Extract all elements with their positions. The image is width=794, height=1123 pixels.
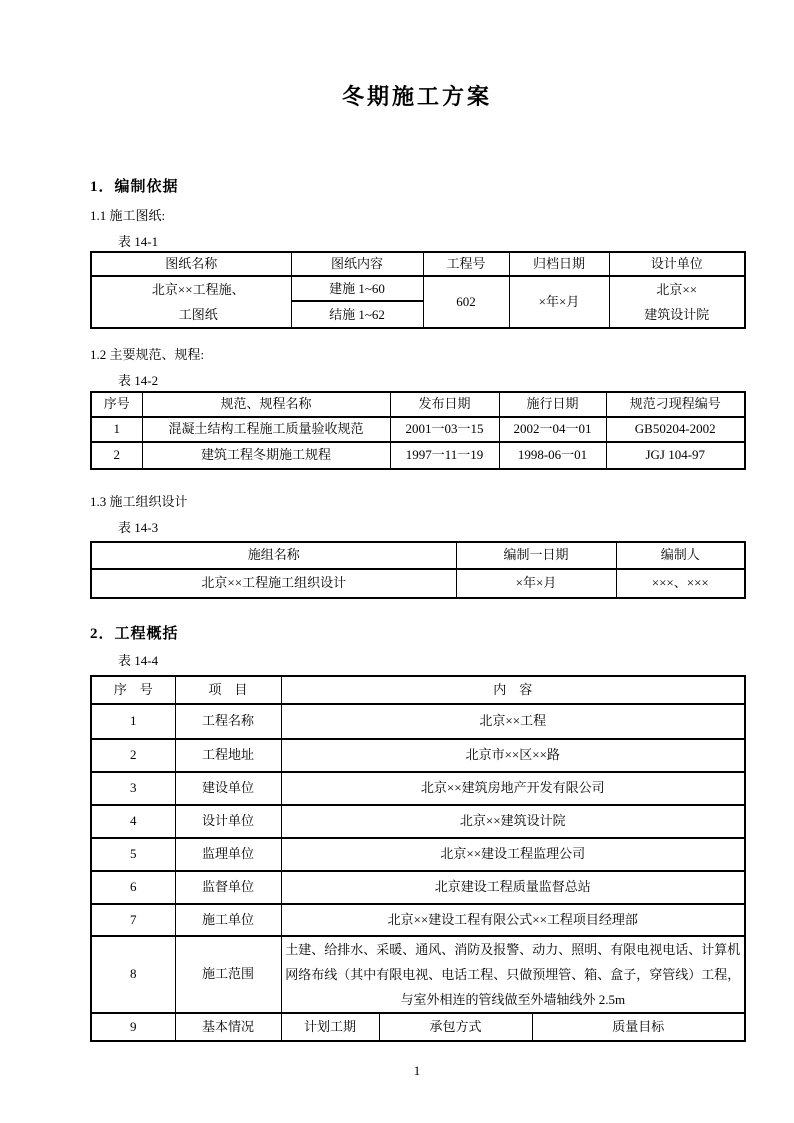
cell-standard-name: 混凝土结构工程施工质量验收规范 [142,417,390,442]
cell-drawing-name: 北京××工程施、 工图纸 [91,276,291,328]
table-row [91,739,745,772]
table-header-row [91,676,745,704]
column-header-published: 发布日期 [390,392,499,417]
page-number: 1 [413,1063,421,1078]
cell-seq: 2 [91,739,175,772]
cell-content: 北京市××区××路 [281,739,745,772]
cell-quality-target: 质量目标 [532,1013,745,1041]
project-overview-table [90,675,746,1042]
cell-content: 北京××建筑房地产开发有限公司 [281,772,745,805]
section-2-heading: 2．工程概括 [90,626,179,642]
cell-standard-name: 建筑工程冬期施工规程 [142,442,390,469]
column-header-drawing-name: 图纸名称 [91,252,291,276]
table-row [91,838,745,871]
column-header-drawing-content: 图纸内容 [291,252,423,276]
column-header-design-unit: 设计单位 [609,252,745,276]
cell-seq: 4 [91,805,175,838]
column-header-seq: 序 号 [91,676,175,704]
cell-content: 北京××工程 [281,704,745,739]
cell-code: GB50204-2002 [606,417,745,442]
drawings-table [90,251,746,329]
column-header-code: 规范刁现程编号 [606,392,745,417]
cell-seq: 7 [91,904,175,936]
table-row [91,805,745,838]
cell-no: 1 [91,417,142,442]
table-14-2-caption: 表 14-2 [118,373,159,388]
column-header-org-name: 施组名称 [91,542,456,569]
table-header-row [91,542,745,569]
cell-code: JGJ 104-97 [606,442,745,469]
column-header-effective: 施行日期 [499,392,606,417]
cell-published: 2001一03一15 [390,417,499,442]
cell-item: 施工范围 [175,936,281,1013]
table-row [91,417,745,442]
column-header-item: 项 目 [175,676,281,704]
cell-planned-duration: 计划工期 [281,1013,379,1041]
cell-item: 建设单位 [175,772,281,805]
cell-content: 北京建设工程质量监督总站 [281,871,745,904]
cell-item: 监理单位 [175,838,281,871]
table-row [91,772,745,805]
cell-project-no: 602 [423,276,509,328]
cell-item: 工程地址 [175,739,281,772]
table-14-1-caption: 表 14-1 [118,234,159,249]
table-14-3-caption: 表 14-3 [118,520,159,535]
column-header-standard-name: 规范、规程名称 [142,392,390,417]
cell-effective: 2002一04一01 [499,417,606,442]
cell-org-name: 北京××工程施工组织设计 [91,569,456,598]
cell-archive-date: ×年×月 [509,276,609,328]
cell-seq: 6 [91,871,175,904]
construction-org-table [90,541,746,599]
standards-table [90,391,746,470]
cell-seq: 3 [91,772,175,805]
cell-design-unit: 北京×× 建筑设计院 [609,276,745,328]
cell-item: 基本情况 [175,1013,281,1041]
cell-item: 监督单位 [175,871,281,904]
cell-drawing-content-1: 建施 1~60 [291,276,423,301]
column-header-project-no: 工程号 [423,252,509,276]
cell-effective: 1998-06一01 [499,442,606,469]
section-1-heading: 1．编制依据 [90,179,179,195]
column-header-archive-date: 归档日期 [509,252,609,276]
doc-title: 冬期施工方案 [341,84,492,109]
cell-no: 2 [91,442,142,469]
column-header-compiler: 编制人 [616,542,745,569]
cell-seq: 8 [91,936,175,1013]
subsection-1-1-label: 1.1 施工图纸: [90,208,166,223]
table-header-row [91,392,745,417]
cell-item: 施工单位 [175,904,281,936]
table-row [91,1013,745,1041]
cell-content: 北京××建设工程有限公式××工程项目经理部 [281,904,745,936]
table-row [91,704,745,739]
cell-seq: 5 [91,838,175,871]
cell-contract-mode: 承包方式 [379,1013,532,1041]
table-row [91,871,745,904]
cell-item: 工程名称 [175,704,281,739]
cell-item: 设计单位 [175,805,281,838]
cell-compile-date: ×年×月 [456,569,616,598]
cell-seq: 1 [91,704,175,739]
cell-seq: 9 [91,1013,175,1041]
cell-compiler: ×××、××× [616,569,745,598]
table-row [91,936,745,1013]
column-header-compile-date: 编制一日期 [456,542,616,569]
cell-content: 北京××建设工程监理公司 [281,838,745,871]
table-row [91,442,745,469]
table-14-4-caption: 表 14-4 [118,653,159,668]
table-row [91,569,745,598]
cell-drawing-content-2: 结施 1~62 [291,301,423,328]
cell-content: 土建、给排水、采暖、通风、消防及报警、动力、照明、有限电视电话、计算机网络布线（其中有限电视、电话工程、只做预埋管、箱、盒子，穿管线）工程，与室外相连的管线做至外墙轴线外 2.5m [281,936,745,1013]
table-row [91,276,745,301]
subsection-1-2-label: 1.2 主要规范、规程: [90,347,205,362]
column-header-content: 内 容 [281,676,745,704]
subsection-1-3-label: 1.3 施工组织设计 [90,494,188,509]
cell-published: 1997一11一19 [390,442,499,469]
column-header-no: 序号 [91,392,142,417]
table-row [91,904,745,936]
table-header-row [91,252,745,276]
cell-content: 北京××建筑设计院 [281,805,745,838]
